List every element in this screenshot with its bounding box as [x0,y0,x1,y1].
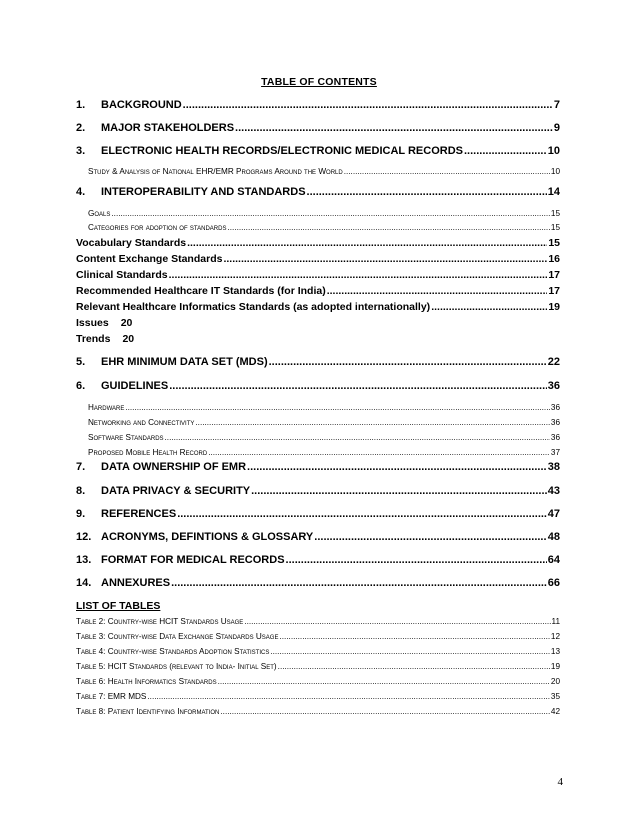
toc-page: 7 [553,99,560,111]
lot-page: 42 [550,707,560,716]
leader-dots [177,508,547,520]
toc-subentry-networking[interactable] [88,418,560,427]
toc-page: 9 [553,122,560,134]
toc-page: 38 [547,461,560,473]
toc-number: 3. [76,145,86,157]
lot-text: Table 2: Country-wise HCIT Standards Usage [76,617,244,626]
toc-entry-annexures[interactable] [76,577,560,589]
toc-number: 4. [76,186,86,198]
toc-text: Goals [88,209,111,218]
toc-entry-data-ownership[interactable] [76,461,560,473]
toc-text: ACRONYMS, DEFINTIONS & GLOSSARY [101,531,314,543]
leader-dots [183,99,553,111]
toc-page: 64 [547,554,560,566]
lot-entry-table-5[interactable] [76,662,560,671]
lot-entry-table-2[interactable] [76,617,560,626]
toc-subentry-software[interactable] [88,433,560,442]
lot-text: Table 3: Country-wise Data Exchange Standards Usage [76,632,279,641]
leader-dots [307,186,547,198]
lot-text: Table 5: HCIT Standards (relevant to India- Initial Set) [76,662,277,671]
toc-text: REFERENCES [101,508,177,520]
toc-page: 20 [122,333,135,345]
toc-page: 66 [547,577,560,589]
toc-text: Recommended Healthcare IT Standards (for India) [76,285,326,297]
toc-number: 14. [76,577,92,589]
leader-dots [247,461,547,473]
leader-dots [270,647,550,656]
lot-page: 13 [550,647,560,656]
lot-entry-table-3[interactable] [76,632,560,641]
lot-page: 20 [550,677,560,686]
toc-page: 36 [550,433,560,442]
toc-subentry-categories[interactable] [88,223,560,232]
toc-text: Software Standards [88,433,164,442]
toc-page: 37 [550,448,560,457]
toc-page: 16 [548,253,560,265]
toc-entry-recommended-standards[interactable] [76,285,560,297]
toc-number: 2. [76,122,86,134]
leader-dots [327,285,548,297]
toc-page: 19 [548,301,560,313]
toc-entry-interoperability[interactable] [76,186,560,198]
leader-dots [165,433,550,442]
toc-entry-vocabulary-standards[interactable] [76,237,560,249]
leader-dots [208,448,550,457]
lot-page: 35 [550,692,560,701]
toc-text: Clinical Standards [76,269,168,281]
toc-entry-privacy-security[interactable] [76,485,560,497]
toc-page: 10 [550,167,560,176]
leader-dots [244,617,550,626]
toc-page: 43 [547,485,560,497]
toc-entry-acronyms[interactable] [76,531,560,543]
leader-dots [279,632,549,641]
toc-text: ANNEXURES [101,577,171,589]
toc-text: Categories for adoption of standards [88,223,227,232]
toc-page: 14 [547,186,560,198]
toc-entry-background[interactable] [76,99,560,111]
leader-dots [111,209,550,218]
leader-dots [218,677,550,686]
toc-entry-ehr-mds[interactable] [76,356,560,368]
lot-entry-table-8[interactable] [76,707,560,716]
toc-entry-trends[interactable] [76,333,134,345]
toc-page: 36 [550,418,560,427]
leader-dots [464,145,547,157]
toc-number: 5. [76,356,86,368]
lot-page: 19 [550,662,560,671]
toc-text: FORMAT FOR MEDICAL RECORDS [101,554,285,566]
lot-entry-table-6[interactable] [76,677,560,686]
list-of-tables-title: LIST OF TABLES [76,600,161,612]
lot-entry-table-7[interactable] [76,692,560,701]
toc-page: 17 [548,285,560,297]
toc-subentry-mobile-health[interactable] [88,448,560,457]
toc-entry-references[interactable] [76,508,560,520]
toc-text: Hardware [88,403,125,412]
toc-page: 48 [547,531,560,543]
toc-entry-relevant-standards[interactable] [76,301,560,313]
toc-page: 36 [550,403,560,412]
toc-page: 20 [120,317,133,329]
page-title: TABLE OF CONTENTS [261,76,377,88]
leader-dots [147,692,550,701]
lot-page: 12 [550,632,560,641]
toc-text: Trends [76,333,111,345]
toc-page: 17 [548,269,560,281]
toc-text: MAJOR STAKEHOLDERS [101,122,235,134]
toc-entry-issues[interactable] [76,317,132,329]
toc-number: 7. [76,461,86,473]
page-number: 4 [557,776,563,788]
lot-entry-table-4[interactable] [76,647,560,656]
leader-dots [235,122,553,134]
toc-text: Relevant Healthcare Informatics Standards (as adopted internationally) [76,301,431,313]
leader-dots [251,485,547,497]
leader-dots [286,554,547,566]
leader-dots [431,301,547,313]
toc-entry-content-exchange[interactable] [76,253,560,265]
toc-number: 1. [76,99,86,111]
lot-text: Table 8: Patient Identifying Information [76,707,220,716]
toc-text: DATA OWNERSHIP OF EMR [101,461,247,473]
leader-dots [344,167,550,176]
toc-page: 10 [547,145,560,157]
leader-dots [314,531,546,543]
toc-text: GUIDELINES [101,380,169,392]
toc-entry-ehr-emr[interactable] [76,145,560,157]
toc-page: 15 [550,223,560,232]
toc-text: Vocabulary Standards [76,237,187,249]
leader-dots [278,662,550,671]
toc-text: Issues [76,317,109,329]
toc-subentry-study-analysis[interactable] [88,167,560,176]
leader-dots [227,223,549,232]
toc-page: 15 [548,237,560,249]
toc-entry-format-medical-records[interactable] [76,554,560,566]
leader-dots [171,577,547,589]
toc-number: 6. [76,380,86,392]
toc-page: 15 [550,209,560,218]
toc-number: 9. [76,508,86,520]
toc-entry-guidelines[interactable] [76,380,560,392]
toc-subentry-hardware[interactable] [88,403,560,412]
toc-entry-clinical-standards[interactable] [76,269,560,281]
leader-dots [269,356,547,368]
toc-text: Proposed Mobile Health Record [88,448,208,457]
leader-dots [169,269,548,281]
leader-dots [169,380,547,392]
lot-text: Table 4: Country-wise Standards Adoption Statistics [76,647,270,656]
toc-text: Networking and Connectivity [88,418,195,427]
toc-subentry-goals[interactable] [88,209,560,218]
lot-page: 11 [551,617,560,626]
lot-text: Table 7: EMR MDS [76,692,147,701]
toc-number: 13. [76,554,92,566]
lot-text: Table 6: Health Informatics Standards [76,677,217,686]
toc-text: BACKGROUND [101,99,182,111]
toc-page: 22 [547,356,560,368]
leader-dots [187,237,547,249]
toc-text: Study & Analysis of National EHR/EMR Programs Around the World [88,167,343,176]
toc-text: ELECTRONIC HEALTH RECORDS/ELECTRONIC MEDICAL RECORDS [101,145,463,157]
toc-text: EHR MINIMUM DATA SET (MDS) [101,356,268,368]
leader-dots [125,403,550,412]
toc-page: 36 [547,380,560,392]
toc-text: Content Exchange Standards [76,253,223,265]
leader-dots [223,253,547,265]
toc-number: 12. [76,531,92,543]
toc-text: INTEROPERABILITY AND STANDARDS [101,186,306,198]
toc-text: DATA PRIVACY & SECURITY [101,485,251,497]
leader-dots [195,418,550,427]
leader-dots [220,707,550,716]
toc-entry-major-stakeholders[interactable] [76,122,560,134]
toc-page: 47 [547,508,560,520]
toc-number: 8. [76,485,86,497]
